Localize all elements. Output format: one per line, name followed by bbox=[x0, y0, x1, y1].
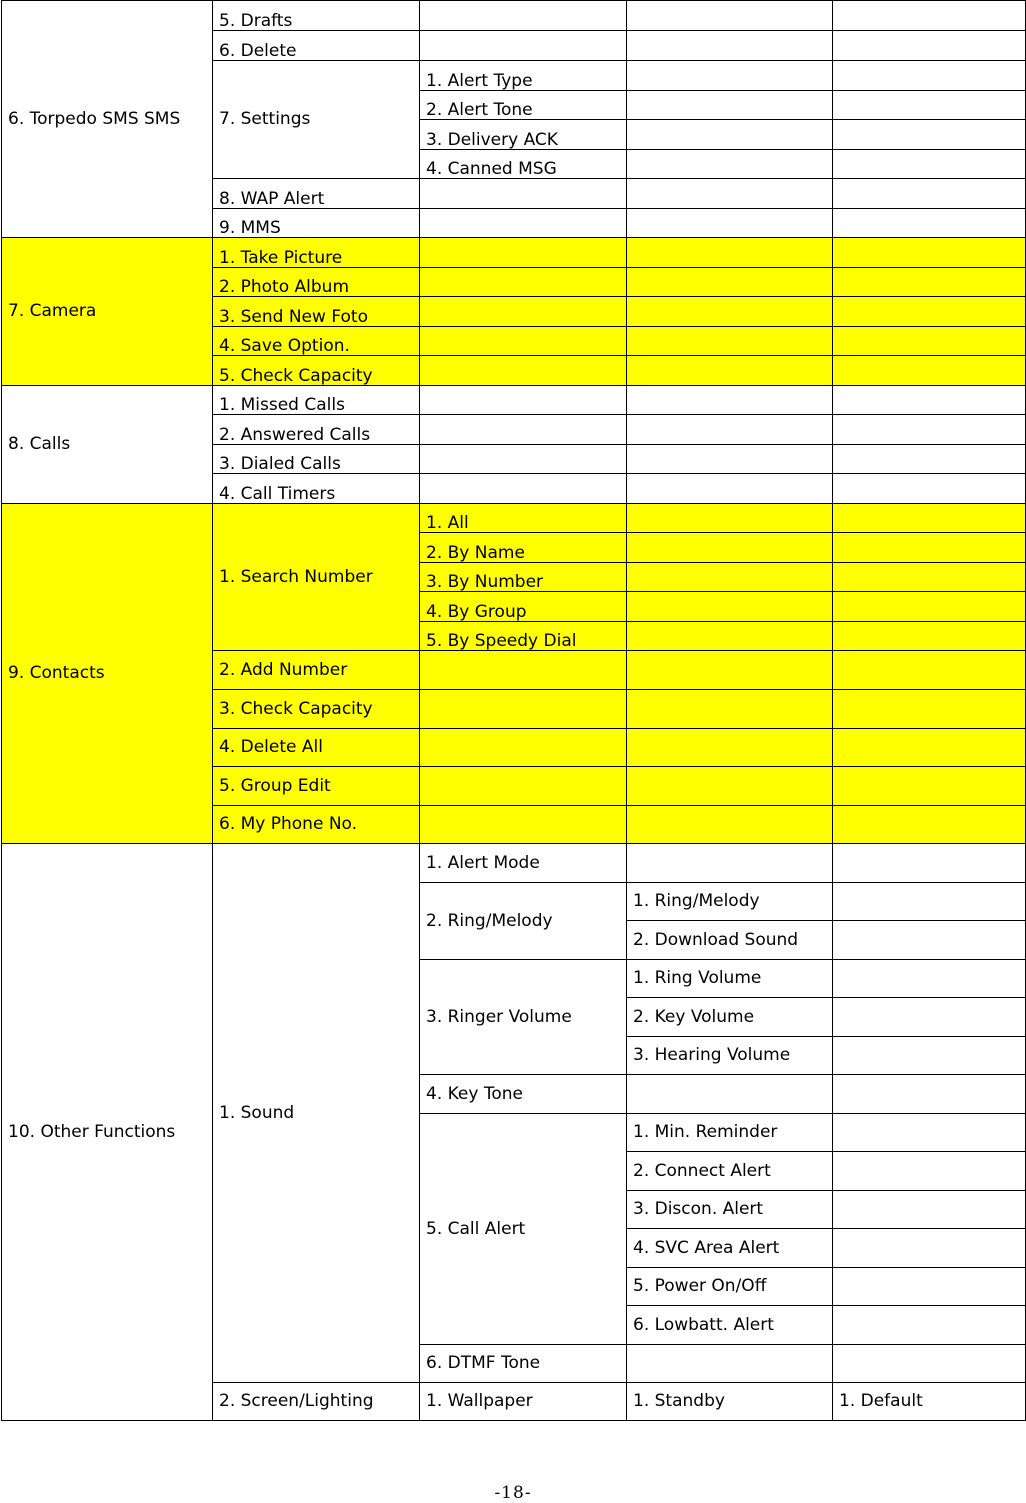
menu-group-edit: 5. Group Edit bbox=[213, 767, 420, 806]
menu-delivery-ack: 3. Delivery ACK bbox=[420, 120, 627, 150]
menu-dialed-calls: 3. Dialed Calls bbox=[213, 445, 420, 474]
menu-wallpaper: 1. Wallpaper bbox=[420, 1383, 627, 1421]
menu-search-all: 1. All bbox=[420, 504, 627, 533]
menu-ring-melody-sub: 1. Ring/Melody bbox=[627, 883, 833, 921]
menu-wap-alert: 8. WAP Alert bbox=[213, 179, 420, 209]
menu-sound: 1. Sound bbox=[213, 844, 420, 1383]
menu-contacts: 9. Contacts bbox=[2, 504, 213, 844]
menu-photo-album: 2. Photo Album bbox=[213, 268, 420, 297]
menu-ring-melody: 2. Ring/Melody bbox=[420, 883, 627, 960]
menu-other-functions: 10. Other Functions bbox=[2, 844, 213, 1421]
menu-hearing-volume: 3. Hearing Volume bbox=[627, 1037, 833, 1075]
menu-lowbatt-alert: 6. Lowbatt. Alert bbox=[627, 1306, 833, 1345]
menu-power-on-off: 5. Power On/Off bbox=[627, 1268, 833, 1306]
menu-take-picture: 1. Take Picture bbox=[213, 238, 420, 268]
menu-missed-calls: 1. Missed Calls bbox=[213, 386, 420, 415]
menu-connect-alert: 2. Connect Alert bbox=[627, 1152, 833, 1191]
table-row bbox=[2, 238, 1026, 268]
menu-my-phone-no: 6. My Phone No. bbox=[213, 806, 420, 844]
table-row bbox=[2, 1, 1026, 31]
menu-alert-mode: 1. Alert Mode bbox=[420, 844, 627, 883]
menu-search-by-speedy-dial: 5. By Speedy Dial bbox=[420, 622, 627, 651]
menu-drafts: 5. Drafts bbox=[213, 1, 420, 31]
menu-answered-calls: 2. Answered Calls bbox=[213, 415, 420, 445]
menu-canned-msg: 4. Canned MSG bbox=[420, 150, 627, 179]
menu-ring-volume: 1. Ring Volume bbox=[627, 960, 833, 998]
menu-call-timers: 4. Call Timers bbox=[213, 474, 420, 504]
menu-torpedo-sms: 6. Torpedo SMS SMS bbox=[2, 1, 213, 238]
menu-search-by-number: 3. By Number bbox=[420, 563, 627, 592]
menu-camera: 7. Camera bbox=[2, 238, 213, 386]
menu-check-capacity: 5. Check Capacity bbox=[213, 356, 420, 386]
menu-contacts-check-capacity: 3. Check Capacity bbox=[213, 690, 420, 729]
menu-ringer-volume: 3. Ringer Volume bbox=[420, 960, 627, 1075]
menu-alert-type: 1. Alert Type bbox=[420, 61, 627, 91]
menu-min-reminder: 1. Min. Reminder bbox=[627, 1114, 833, 1152]
menu-delete-all: 4. Delete All bbox=[213, 729, 420, 767]
menu-screen-lighting: 2. Screen/Lighting bbox=[213, 1383, 420, 1421]
menu-discon-alert: 3. Discon. Alert bbox=[627, 1191, 833, 1229]
menu-calls: 8. Calls bbox=[2, 386, 213, 504]
table-row bbox=[2, 504, 1026, 533]
table-row bbox=[2, 386, 1026, 415]
menu-download-sound: 2. Download Sound bbox=[627, 921, 833, 960]
page-number: -18- bbox=[494, 1483, 532, 1503]
menu-save-option: 4. Save Option. bbox=[213, 327, 420, 356]
menu-search-number: 1. Search Number bbox=[213, 504, 420, 651]
menu-key-tone: 4. Key Tone bbox=[420, 1075, 627, 1114]
menu-tree-table bbox=[1, 0, 1026, 1421]
menu-add-number: 2. Add Number bbox=[213, 651, 420, 690]
menu-settings: 7. Settings bbox=[213, 61, 420, 179]
menu-search-by-name: 2. By Name bbox=[420, 533, 627, 563]
menu-send-new-foto: 3. Send New Foto bbox=[213, 297, 420, 327]
menu-call-alert: 5. Call Alert bbox=[420, 1114, 627, 1345]
menu-svc-area-alert: 4. SVC Area Alert bbox=[627, 1229, 833, 1268]
menu-key-volume: 2. Key Volume bbox=[627, 998, 833, 1037]
menu-delete: 6. Delete bbox=[213, 31, 420, 61]
menu-default: 1. Default bbox=[833, 1383, 1026, 1421]
table-row bbox=[2, 844, 1026, 883]
menu-dtmf-tone: 6. DTMF Tone bbox=[420, 1345, 627, 1383]
menu-mms: 9. MMS bbox=[213, 209, 420, 238]
menu-standby: 1. Standby bbox=[627, 1383, 833, 1421]
menu-search-by-group: 4. By Group bbox=[420, 592, 627, 622]
menu-alert-tone: 2. Alert Tone bbox=[420, 91, 627, 120]
